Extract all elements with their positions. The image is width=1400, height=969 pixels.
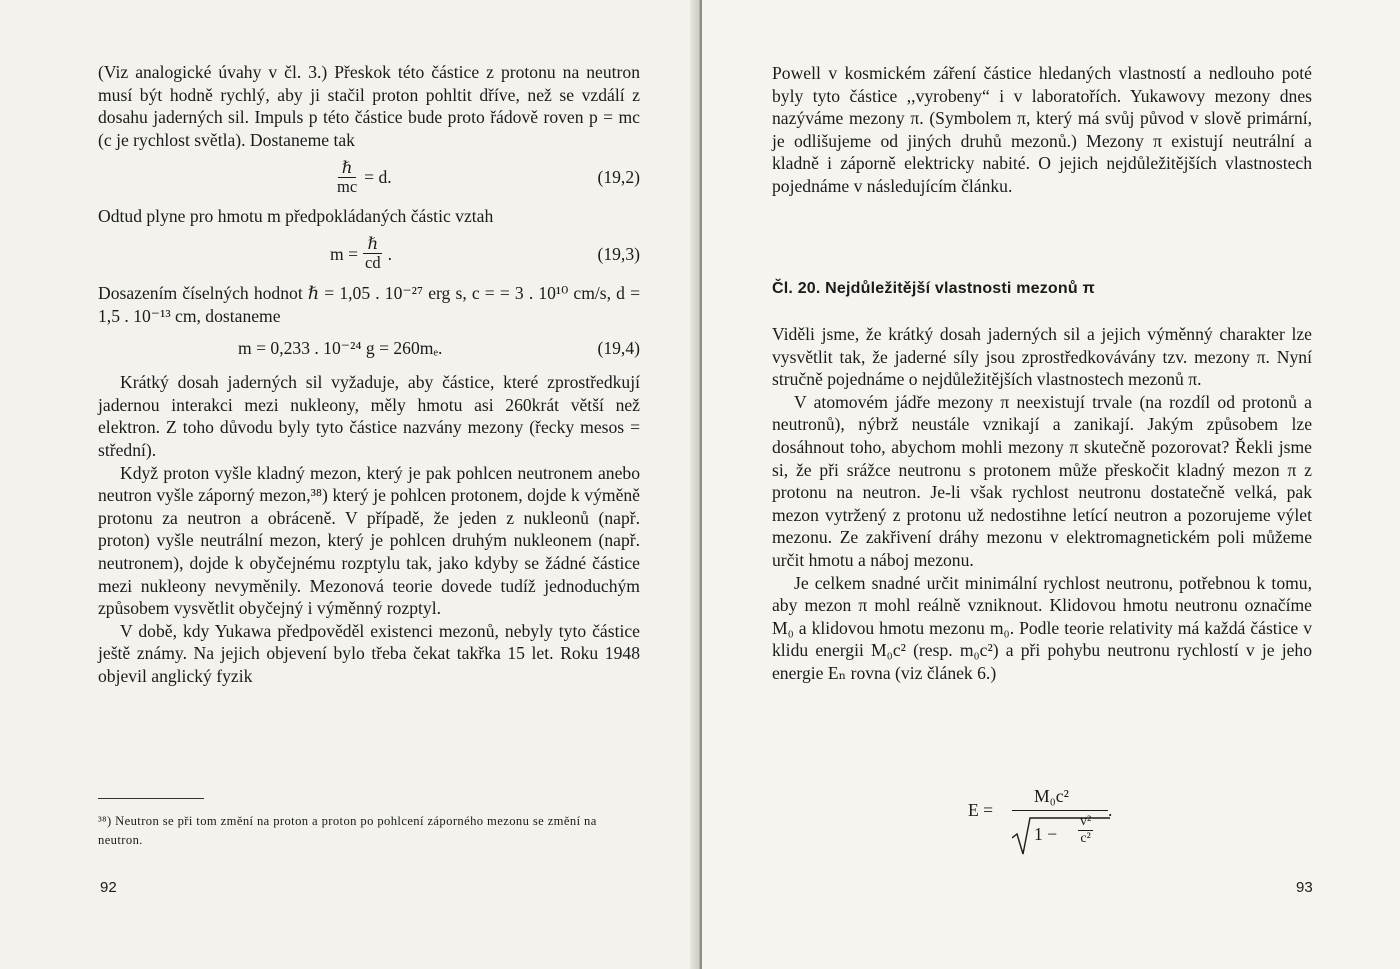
footnote-rule (98, 798, 204, 799)
paragraph: Když proton vyšle kladný mezon, který je pak pohlcen neutronem anebo neutron vyšle záporný mezon,³⁸) který je pohlcen protonem, dojde k výměně protonu za neutron a obráceně. V případě, že jeden z nukleonů (např. proton) vyšle neutrální mezon, který je pohlcen druhým nukleonem (např. neutronem), dojde k obyčejnému rozptylu tak, jako kdyby se žádné částice mezi nukleony nevyměnily. Mezonová teorie dovede tudíž jednoduchým způsobem vysvětlit obyčejný i výměnný rozptyl. (98, 462, 640, 619)
section-heading: Čl. 20. Nejdůležitější vlastnosti mezonů π (772, 280, 1095, 297)
fraction-numerator: ℏ (363, 235, 382, 254)
equation-lhs: E = (968, 800, 994, 820)
page-number: 92 (100, 879, 117, 896)
footnote: ³⁸) Neutron se při tom změní na proton a proton po pohlcení záporného mezonu se změní na neutron. (98, 814, 597, 847)
equation-lhs: m = (330, 243, 359, 264)
paragraph: Dosazením číselných hodnot ℏ = 1,05 . 10⁻²⁷ erg s, c = = 3 . 10¹⁰ cm/s, d = 1,5 . 10⁻¹³ cm, dostaneme (98, 282, 640, 326)
paragraph: Powell v kosmickém záření částice hledaných vlastností a nedlouho poté byly tyto částice ,,vyrobeny“ i v laboratořích. Yukawovy mezony dnes nazýváme mezony π. (Symbolem π, který má svůj původ v slově primární, je odlišujeme od jiných druhů mezonů.) Mezony π existují neutrální a kladně i záporně elektricky nabité. O jejich nejdůležitějších vlastnostech pojednáme v následujícím článku. (772, 63, 1312, 196)
equation-tail: . (1108, 800, 1113, 820)
paragraph: Odtud plyne pro hmotu m předpokládaných částic vztah (98, 206, 494, 227)
paragraph: (Viz analogické úvahy v čl. 3.) Přeskok této částice z protonu na neutron musí být hodně rychlý, aby ji stačil proton pohltit dříve, než se vzdálí z dosahu jaderných sil. Impuls p této částice bude proto řádově roven p = mc (c je rychlost světla). Dostaneme tak (98, 62, 640, 150)
fraction-bar (1012, 810, 1108, 811)
paragraph: V atomovém jádře mezony π neexistují trvale (na rozdíl od protonů a neutronů), nýbrž neustále vznikají a zanikají. Jakým způsobem lze dosáhnout toho, abychom mohli mezony π skutečně pozorovat? Řekli jsme si, že při srážce neutronu s protonem může přeskočit kladný mezon π z protonu na neutron. Je-li však rychlost neutronu dostatečně velká, pak mezon vytržený z protonu už nedostihne letící neutron a pozorujeme výlet mezonu. Ze zakřivení dráhy mezonu v elektromagnetickém poli můžeme určit hmotu a náboj mezonu. (772, 391, 1312, 570)
left-text-column (98, 61, 640, 687)
fraction (333, 159, 361, 196)
equation-rhs: . (387, 243, 392, 264)
equation-number: (19,2) (597, 167, 640, 188)
velocity-numerator: v² (1080, 814, 1092, 829)
equation-19-2 (98, 155, 640, 199)
velocity-denominator: c² (1080, 831, 1091, 846)
right-text-column-top (772, 62, 1312, 198)
equation-expression: m = 0,233 . 10⁻²⁴ g = 260mₑ. (238, 337, 443, 358)
equation-19-4 (98, 331, 640, 365)
equation-number: (19,3) (597, 243, 640, 264)
radicand-prefix: 1 − (1034, 824, 1058, 844)
right-text-column-main (772, 323, 1312, 685)
velocity-fraction (1078, 814, 1093, 847)
page-number: 93 (1296, 879, 1313, 896)
fraction-denominator: cd (365, 253, 381, 273)
left-page (0, 0, 698, 969)
equation-number: (19,4) (597, 338, 640, 359)
paragraph: Krátký dosah jaderných sil vyžaduje, aby částice, které zprostředkují jadernou interakci mezi nukleony, měly hmotu asi 260krát větší než elektron. Z toho důvodu byly tyto částice nazvány mezony (řecky mesos = střední). (98, 372, 640, 460)
paragraph: Je celkem snadné určit minimální rychlost neutronu, potřebnou k tomu, aby mezon π mohl reálně vzniknout. Klidovou hmotu neutronu označíme M₀ a klidovou hmotu mezonu m₀. Podle teorie relativity má každá částice v klidu energii M₀c² (resp. m₀c²) a při pohybu neutronu rychlostí v je jeho energie Eₙ rovna (viz článek 6.) (772, 572, 1312, 683)
right-page (702, 0, 1400, 969)
paragraph: Viděli jsme, že krátký dosah jaderných sil a jejich výměnný charakter lze vysvětlit tak, že jaderné síly jsou zprostředkovávány tzv. mezony π. Nyní stručně pojednáme o nejdůležitějších vlastnostech mezonů π. (772, 324, 1312, 390)
fraction (361, 235, 385, 272)
equation-rhs: = d. (364, 167, 392, 188)
fraction-denominator: mc (337, 176, 358, 196)
fraction-numerator: ℏ (338, 159, 357, 178)
fraction-numerator: M₀c² (1034, 786, 1069, 806)
paragraph: V době, kdy Yukawa předpověděl existenci mezonů, nebyly tyto částice ještě známy. Na jejich objevení bylo třeba čekat takřka 15 let. Roku 1948 objevil anglický fyzik (98, 620, 640, 686)
equation-relativistic-energy (968, 786, 1228, 856)
square-root-sign (1012, 816, 1110, 856)
equation-19-3 (98, 232, 640, 276)
